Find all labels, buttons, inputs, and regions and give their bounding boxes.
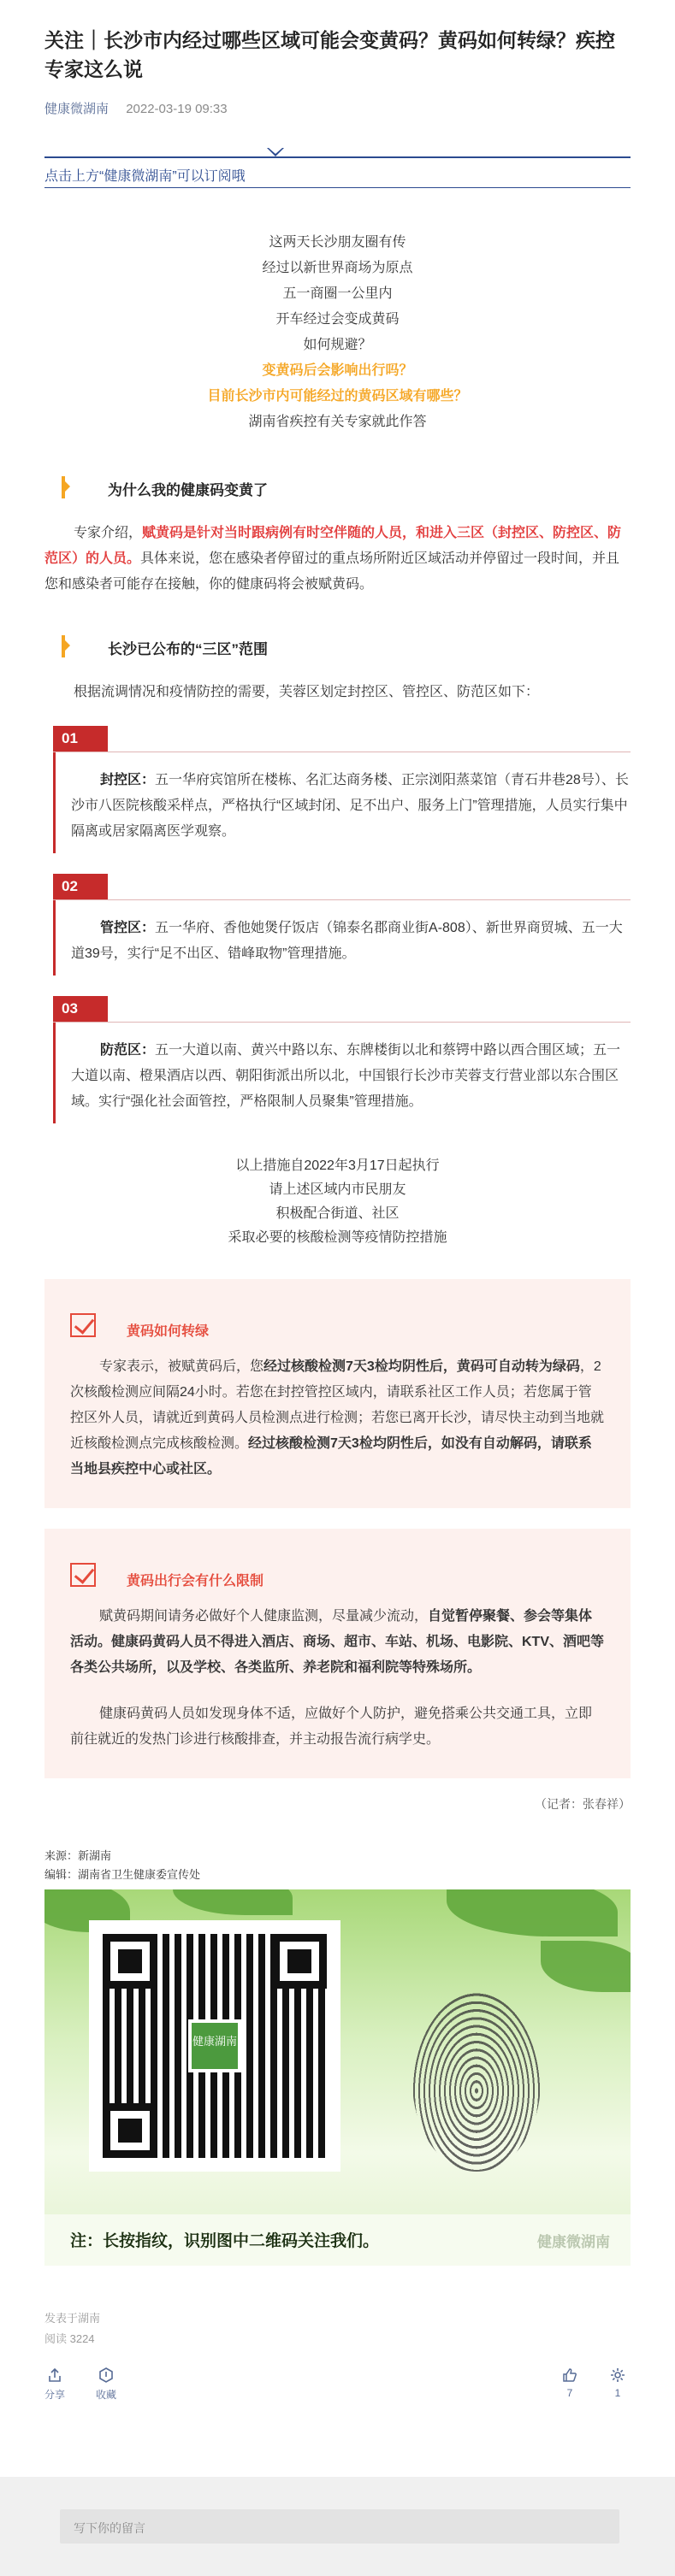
share-button[interactable]	[44, 2367, 65, 2402]
thumbs-up-icon	[561, 2367, 578, 2384]
card-heading-text: 黄码如何转绿	[127, 1324, 210, 1339]
qr-poster-image[interactable]	[44, 1889, 631, 2266]
intro-line: 这两天长沙朋友圈有传	[269, 235, 406, 250]
section1-paragraph	[44, 521, 631, 598]
comment-input[interactable]: 写下你的留言	[60, 2509, 619, 2544]
text: 赋黄码期间请务必做好个人健康监测，尽量减少流动，	[99, 1609, 429, 1624]
read-count: 阅读 3224	[44, 2332, 95, 2345]
zone-name: 封控区：	[100, 773, 156, 787]
article-footer	[44, 2308, 631, 2349]
published-location: 发表于湖南	[44, 2312, 101, 2325]
leaf-decoration	[173, 1889, 293, 1915]
favorite-icon	[98, 2367, 115, 2384]
section-heading-text: 为什么我的健康码变黄了	[108, 482, 268, 498]
account-name-link[interactable]: 健康微湖南	[44, 102, 110, 116]
leaf-decoration	[541, 1941, 631, 1992]
arrow-down-icon-inner	[269, 148, 282, 154]
info-card	[44, 1529, 631, 1778]
qr-logo: 健康湖南	[188, 2019, 241, 2072]
zone-number-badge: 01	[53, 726, 108, 752]
intro-line-highlight: 目前长沙市内可能经过的黄码区域有哪些？	[207, 389, 468, 404]
zone-description	[53, 752, 631, 853]
wow-count: 1	[614, 2387, 621, 2399]
share-icon	[46, 2367, 63, 2384]
like-count: 7	[566, 2387, 573, 2399]
intro-line: 开车经过会变成黄码	[275, 312, 400, 327]
article-meta	[44, 99, 631, 117]
card-paragraph	[70, 1604, 605, 1681]
divider	[44, 187, 631, 188]
source-info	[44, 1847, 631, 1884]
qr-finder	[103, 2103, 157, 2158]
card-heading	[70, 1313, 605, 1342]
editor-line: 编辑：湖南省卫生健康委宣传处	[44, 1868, 201, 1881]
zone-name: 防范区：	[100, 1043, 156, 1058]
intro-line: 五一商圈一公里内	[282, 286, 393, 301]
section-heading	[44, 468, 631, 505]
wow-button[interactable]	[609, 2367, 626, 2399]
qr-finder	[272, 1934, 327, 1989]
zone-number-badge: 03	[53, 996, 108, 1022]
note-line: 请上述区域内市民朋友	[269, 1182, 406, 1197]
zone-number-badge: 02	[53, 874, 108, 899]
divider	[44, 156, 631, 158]
favorite-button[interactable]	[96, 2367, 116, 2402]
card-paragraph: 健康码黄码人员如发现身体不适，应做好个人防护，避免搭乘公共交通工具，立即前往就近的发热门诊进行核酸排查，并主动报告流行病学史。	[70, 1707, 593, 1747]
action-bar	[44, 2367, 631, 2408]
text: 具体来说，您在感染者停留过的重点场所附近区域活动并停留过一段时间，并且您和感染者可能存在接触，你的健康码将会被赋黄码。	[44, 551, 620, 592]
qr-pattern	[103, 1934, 327, 2158]
section-marker-arrow-icon	[65, 481, 70, 492]
zone-description	[53, 1023, 631, 1123]
subscribe-text: 点击上方“健康微湖南”可以订阅哦	[44, 169, 246, 184]
section-marker-arrow-icon	[65, 640, 70, 651]
section-heading-text: 长沙已公布的“三区”范围	[108, 641, 268, 657]
like-button[interactable]	[561, 2367, 578, 2399]
favorite-label: 收藏	[96, 2389, 117, 2401]
publish-date: 2022-03-19 09:33	[126, 102, 228, 116]
share-label: 分享	[44, 2389, 66, 2401]
text: 专家表示，被赋黄码后，您	[99, 1359, 264, 1374]
text: ，2次核酸检测应间隔24小时。若您在封控管控区域内，请联系社区工作人员；若您属于管控区外人员，请就近到黄码人员检测点进行检测；若您已离开长沙，请尽快主动到当地就近核酸检测点完成核酸检测。	[70, 1359, 605, 1451]
zone-text: 五一华府、香他她煲仔饭店（锦泰名郡商业街A-808）、新世界商贸城、五一大道39号，实行“足不出区、错峰取物”管理措施。	[71, 921, 623, 961]
zone-description	[53, 900, 631, 976]
zone-block	[44, 726, 631, 853]
intro-line: 如何规避？	[303, 338, 372, 352]
fingerprint-icon[interactable]	[412, 1992, 541, 2172]
highlight-text: 赋黄码是针对当时跟病例有时空伴随的人员，和进入三区（封控区、防控区、防范区）的人员。	[44, 526, 622, 566]
zone-block	[44, 874, 631, 976]
source-line: 来源：新湖南	[44, 1849, 112, 1862]
section2-intro: 根据流调情况和疫情防控的需要，芙蓉区划定封控区、管控区、防范区如下：	[74, 685, 540, 699]
comment-bar	[0, 2477, 675, 2576]
note-line: 采取必要的核酸检测等疫情防控措施	[228, 1230, 447, 1245]
checkbox-icon	[70, 1563, 96, 1587]
qr-code[interactable]	[89, 1920, 340, 2172]
subscribe-banner	[44, 153, 631, 187]
bold-text: 自觉暂停聚餐、参会等集体活动。健康码黄码人员不得进入酒店、商场、超市、车站、机场、电影院、KTV、酒吧等各类公共场所，以及学校、各类监所、养老院和福利院等特殊场所。	[70, 1609, 605, 1675]
measures-notes	[44, 1154, 631, 1250]
article-title: 关注｜长沙市内经过哪些区域可能会变黄码？黄码如何转绿？疾控专家这么说	[44, 29, 615, 80]
bold-text: 经过核酸检测7天3检均阴性后，黄码可自动转为绿码	[263, 1359, 580, 1374]
intro-lines	[44, 230, 631, 435]
poster-caption-bar	[44, 2214, 631, 2266]
card-heading	[70, 1563, 605, 1592]
card-paragraph	[70, 1354, 605, 1483]
zone-text: 五一大道以南、黄兴中路以东、东牌楼街以北和蔡锷中路以西合围区域；五一大道以南、橙果酒店以西、朝阳街派出所以北，中国银行长沙市芙蓉支行营业部以东合围区域。实行“强化社会面管控，严格限制人员聚集”管理措施。	[71, 1043, 621, 1109]
gear-icon	[609, 2367, 626, 2384]
zone-text: 五一华府宾馆所在楼栋、名汇达商务楼、正宗浏阳蒸菜馆（青石井巷28号）、长沙市八医院核酸采样点，严格执行“区域封闭、足不出户、服务上门”管理措施，人员实行集中隔离或居家隔离医学观察。	[71, 773, 629, 839]
info-card	[44, 1279, 631, 1508]
reporter-credit: （记者：张春祥）	[535, 1797, 631, 1811]
zone-name: 管控区：	[100, 921, 156, 935]
checkbox-icon	[70, 1313, 96, 1337]
section-heading	[44, 627, 631, 664]
note-line: 以上措施自2022年3月17日起执行	[235, 1158, 440, 1173]
intro-line-highlight: 变黄码后会影响出行吗？	[262, 363, 413, 378]
intro-line: 湖南省疾控有关专家就此作答	[248, 415, 427, 429]
poster-caption: 注：长按指纹，识别图中二维码关注我们。	[70, 2231, 380, 2250]
card-heading-text: 黄码出行会有什么限制	[127, 1574, 264, 1589]
note-line: 积极配合街道、社区	[275, 1206, 400, 1221]
leaf-decoration	[447, 1889, 618, 1936]
intro-line: 经过以新世界商场为原点	[262, 261, 413, 275]
zone-block	[44, 996, 631, 1123]
qr-finder	[103, 1934, 157, 1989]
watermark: 健康微湖南	[537, 2234, 610, 2250]
bold-text: 经过核酸检测7天3检均阴性后，如没有自动解码，请联系当地县疾控中心或社区。	[70, 1436, 592, 1477]
text: 专家介绍，	[74, 526, 143, 540]
